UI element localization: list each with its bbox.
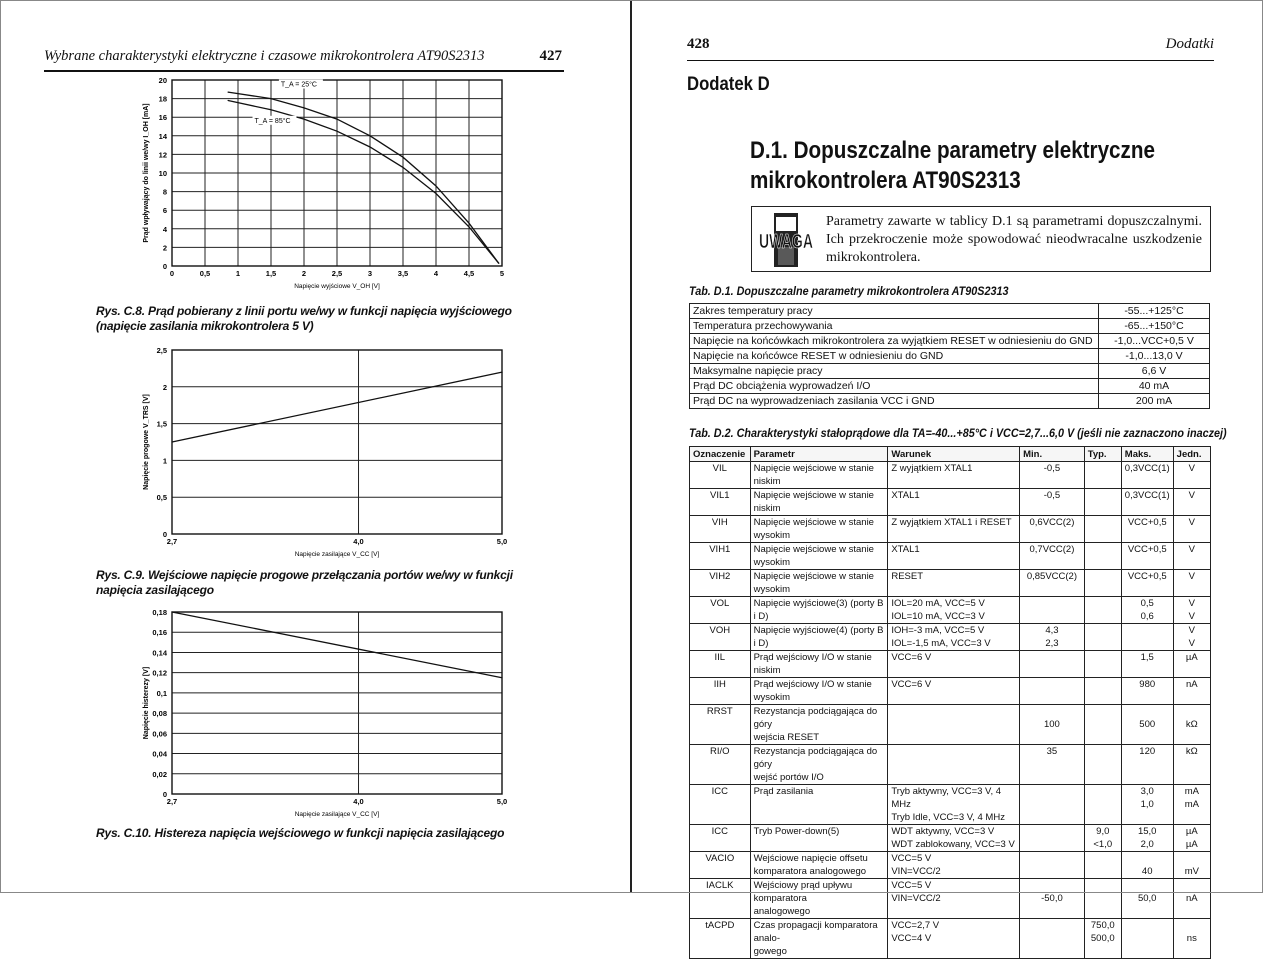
y-axis-label: Napięcie progowe V_TRS [V] (143, 394, 150, 490)
table2-cell-max: 40 (1121, 852, 1173, 879)
y-tick-label: 8 (162, 187, 167, 197)
table1-value: -1,0...VCC+0,5 V (1099, 334, 1210, 349)
plot-frame (172, 350, 502, 534)
table2-cell-unit: V (1173, 489, 1210, 516)
right-running-header (687, 32, 1214, 61)
table2-row (690, 597, 1211, 624)
table2-cell-max: VCC+0,5 (1121, 570, 1173, 597)
table2-cell-max: 500 (1121, 705, 1173, 745)
x-axis-label: Napięcie zasilające V_CC [V] (294, 551, 380, 558)
table2-row (690, 462, 1211, 489)
y-tick-label: 0,04 (152, 749, 167, 759)
table2-cell-cond: Z wyjątkiem XTAL1 i RESET (888, 516, 1020, 543)
series-line-0 (172, 612, 502, 678)
appendix-title: Dodatek D (687, 74, 770, 95)
table2-cell-max: 980 (1121, 678, 1173, 705)
table2-cell-min (1020, 678, 1085, 705)
y-axis-label: Prąd wpływający do linii we/wy I_OH [mA] (143, 103, 150, 243)
table2-cell-max: 120 (1121, 745, 1173, 785)
table2-cell-param: Prąd zasilania (750, 785, 888, 825)
table2-cell-cond (888, 745, 1020, 785)
y-tick-label: 2 (162, 382, 167, 392)
right-header-title: Dodatki (1165, 36, 1214, 52)
table2-cell-typ (1084, 462, 1121, 489)
table2-cell-max: 1,5 (1121, 651, 1173, 678)
y-tick-label: 18 (158, 94, 167, 104)
x-tick-label: 2,5 (331, 269, 343, 278)
x-tick-label: 2,7 (166, 797, 178, 806)
section-title (750, 136, 1155, 196)
section-title-line2: mikrokontrolera AT90S2313 (750, 167, 1021, 194)
table1-row (690, 304, 1210, 319)
table2-caption: Tab. D.2. Charakterystyki stałoprądowe dla TA=-40...+85°C i VCC=2,7...6,0 V (jeśli nie zaznaczono inaczej) (689, 426, 1227, 440)
data-point (228, 100, 229, 101)
table2-cell-unit: V (1173, 462, 1210, 489)
data-point (402, 167, 403, 168)
table2-cell-unit: V (1173, 543, 1210, 570)
table2-cell-min: 0,6VCC(2) (1020, 516, 1085, 543)
table2-cell-cond: XTAL1 (888, 543, 1020, 570)
table2-cell-param: Napięcie wejściowe w stanie niskim (750, 489, 888, 516)
table-d2 (689, 446, 1211, 959)
data-point (468, 226, 469, 227)
x-tick-label: 3,5 (397, 269, 409, 278)
figure-c8 (130, 72, 520, 300)
figure-c9 (130, 342, 520, 566)
table1-param: Prąd DC na wyprowadzeniach zasilania VCC i GND (690, 394, 1099, 409)
table2-cell-param: Prąd wejściowy I/O w stanie wysokim (750, 678, 888, 705)
table2-cell-sym: tACPD (690, 919, 751, 959)
left-page (0, 0, 630, 893)
table1-row (690, 349, 1210, 364)
table1-row (690, 334, 1210, 349)
data-point (468, 223, 469, 224)
x-tick-label: 5 (499, 269, 505, 278)
data-point (336, 118, 337, 119)
data-point (171, 611, 172, 612)
table2-row (690, 785, 1211, 825)
y-tick-label: 0,02 (152, 769, 167, 779)
table2-row (690, 879, 1211, 919)
y-tick-label: 0,12 (152, 668, 167, 678)
table2-cell-sym: ICC (690, 785, 751, 825)
table1-value: 6,6 V (1099, 364, 1210, 379)
y-tick-label: 0 (162, 530, 167, 539)
table2-cell-param: Napięcie wejściowe w stanie wysokim (750, 543, 888, 570)
table2-cell-sym: RRST (690, 705, 751, 745)
table2-cell-typ (1084, 597, 1121, 624)
y-tick-label: 0,18 (152, 608, 167, 617)
x-tick-label: 3 (367, 269, 373, 278)
table2-row (690, 516, 1211, 543)
table2-header-cell: Warunek (888, 447, 1020, 462)
table2-cell-min (1020, 651, 1085, 678)
table2-cell-unit: µA µA (1173, 825, 1210, 852)
table1-param: Napięcie na końcówkach mikrokontrolera za wyjątkiem RESET w odniesieniu do GND (690, 334, 1099, 349)
table2-cell-sym: VIH (690, 516, 751, 543)
table2-cell-param: Wejściowe napięcie offsetu komparatora analogowego (750, 852, 888, 879)
x-tick-label: 4 (433, 269, 439, 278)
table2-cell-min (1020, 919, 1085, 959)
table2-header-cell: Jedn. (1173, 447, 1210, 462)
data-point (303, 107, 304, 108)
table2-cell-unit: mA mA (1173, 785, 1210, 825)
table1-param: Temperatura przechowywania (690, 319, 1099, 334)
y-tick-label: 20 (158, 76, 167, 85)
table2-cell-sym: VACIO (690, 852, 751, 879)
table2-cell-sym: VIH2 (690, 570, 751, 597)
table2-cell-param: Tryb Power-down(5) (750, 825, 888, 852)
y-tick-label: 0 (162, 790, 167, 799)
table2-cell-typ (1084, 852, 1121, 879)
x-tick-label: 1,5 (265, 269, 277, 278)
data-point (369, 146, 370, 147)
table2-cell-typ (1084, 745, 1121, 785)
table1-value: -65...+150°C (1099, 319, 1210, 334)
y-tick-label: 0,08 (152, 709, 167, 719)
table2-cell-unit: V V (1173, 597, 1210, 624)
table2-cell-max: 0,3VCC(1) (1121, 489, 1173, 516)
x-tick-label: 2 (301, 269, 307, 278)
table2-cell-typ (1084, 624, 1121, 651)
table2-cell-sym: IIH (690, 678, 751, 705)
data-point (270, 109, 271, 110)
table2-cell-param: Rezystancja podciągająca do góry wejścia RESET (750, 705, 888, 745)
data-point (498, 263, 499, 264)
right-page-number: 428 (687, 36, 710, 52)
table2-cell-cond: IOH=-3 mA, VCC=5 V IOL=-1,5 mA, VCC=3 V (888, 624, 1020, 651)
table2-cell-min: 0,85VCC(2) (1020, 570, 1085, 597)
table2-cell-sym: VIL1 (690, 489, 751, 516)
table2-cell-unit: V (1173, 570, 1210, 597)
table2-cell-cond: RESET (888, 570, 1020, 597)
data-point (435, 185, 436, 186)
figure-c8-caption: Rys. C.8. Prąd pobierany z linii portu we/wy w funkcji napięcia wyjściowego (napięcie zasilania mikrokontrolera 5 V) (96, 304, 512, 333)
table2-cell-cond: IOL=20 mA, VCC=5 V IOL=10 mA, VCC=3 V (888, 597, 1020, 624)
table2-cell-max (1121, 624, 1173, 651)
right-page (632, 0, 1263, 957)
table1-row (690, 364, 1210, 379)
table1-caption: Tab. D.1. Dopuszczalne parametry mikrokontrolera AT90S2313 (689, 284, 1009, 298)
x-tick-label: 4,0 (353, 797, 364, 806)
left-running-header (44, 44, 564, 72)
table2-cell-cond (888, 705, 1020, 745)
figure-c9-caption: Rys. C.9. Wejściowe napięcie progowe przełączania portów we/wy w funkcji napięcia zasilającego (96, 568, 513, 597)
y-tick-label: 0,16 (152, 628, 167, 638)
chart-c10 (130, 604, 520, 824)
table2-row (690, 825, 1211, 852)
table2-cell-param: Napięcie wyjściowe(3) (porty B i D) (750, 597, 888, 624)
warning-text: Parametry zawarte w tablicy D.1 są parametrami dopuszczalnymi. Ich przekroczenie może spowodować nieodwracalne uszkodzenie mikrokontrolera. (826, 214, 1202, 265)
table2-cell-param: Napięcie wyjściowe(4) (porty B i D) (750, 624, 888, 651)
series-label: T_A = 85°C (254, 117, 291, 125)
table2-cell-max: 15,0 2,0 (1121, 825, 1173, 852)
table2-row (690, 651, 1211, 678)
table1-value: 200 mA (1099, 394, 1210, 409)
table2-cell-min: 4,3 2,3 (1020, 624, 1085, 651)
x-tick-label: 0,5 (199, 269, 211, 278)
table2-cell-min (1020, 825, 1085, 852)
x-tick-label: 5,0 (496, 537, 508, 546)
table2-cell-min: 100 (1020, 705, 1085, 745)
series-line-1 (228, 101, 499, 264)
table2-cell-param: Napięcie wejściowe w stanie wysokim (750, 516, 888, 543)
data-point (435, 193, 436, 194)
table2-row (690, 745, 1211, 785)
table2-cell-sym: ICC (690, 825, 751, 852)
table2-cell-param: Napięcie wejściowe w stanie wysokim (750, 570, 888, 597)
table2-cell-cond: VCC=6 V (888, 651, 1020, 678)
table2-header-cell: Typ. (1084, 447, 1121, 462)
table1-param: Zakres temperatury pracy (690, 304, 1099, 319)
table2-header-row (690, 447, 1211, 462)
table2-cell-param: Napięcie wejściowe w stanie niskim (750, 462, 888, 489)
table2-cell-param: Czas propagacji komparatora analo- gowego (750, 919, 888, 959)
table2-cell-unit: V V (1173, 624, 1210, 651)
table1-param: Prąd DC obciążenia wyprowadzeń I/O (690, 379, 1099, 394)
table2-cell-cond: VCC=5 V VIN=VCC/2 (888, 879, 1020, 919)
table2-cell-max (1121, 919, 1173, 959)
y-tick-label: 0,5 (156, 493, 167, 503)
table1-param: Napięcie na końcówce RESET w odniesieniu do GND (690, 349, 1099, 364)
y-tick-label: 12 (158, 150, 167, 160)
y-tick-label: 1,5 (156, 419, 167, 429)
warning-logo-text: UWAGA (759, 231, 813, 253)
table2-cell-min: 0,7VCC(2) (1020, 543, 1085, 570)
y-tick-label: 0,14 (152, 648, 167, 658)
data-point (501, 677, 502, 678)
chart-c8 (130, 72, 520, 300)
table-d1 (689, 303, 1210, 409)
x-tick-label: 0 (169, 269, 175, 278)
y-tick-label: 1 (162, 456, 167, 466)
table1-value: -55...+125°C (1099, 304, 1210, 319)
data-point (501, 371, 502, 372)
table2-cell-param: Rezystancja podciągająca do góry wejść portów I/O (750, 745, 888, 785)
y-tick-label: 2 (162, 243, 167, 253)
x-tick-label: 1 (235, 269, 241, 278)
table2-cell-typ (1084, 489, 1121, 516)
warning-logo-icon (758, 213, 814, 267)
table2-cell-unit: V (1173, 516, 1210, 543)
table2-cell-min: -0,5 (1020, 489, 1085, 516)
series-label: T_A = 25°C (280, 81, 317, 89)
y-tick-label: 0 (162, 262, 167, 271)
table2-row (690, 678, 1211, 705)
table1-value: -1,0...13,0 V (1099, 349, 1210, 364)
table1-row (690, 319, 1210, 334)
table2-cell-max: VCC+0,5 (1121, 516, 1173, 543)
plot-frame (172, 612, 502, 794)
x-tick-label: 5,0 (496, 797, 508, 806)
y-tick-label: 10 (158, 169, 167, 178)
table2-cell-max: 0,3VCC(1) (1121, 462, 1173, 489)
table2-cell-max: 3,0 1,0 (1121, 785, 1173, 825)
data-point (270, 98, 271, 99)
table2-cell-cond: VCC=2,7 V VCC=4 V (888, 919, 1020, 959)
x-tick-label: 4,5 (463, 269, 475, 278)
table2-cell-sym: IIL (690, 651, 751, 678)
table2-cell-unit: nA (1173, 879, 1210, 919)
table2-cell-cond: WDT aktywny, VCC=3 V WDT zablokowany, VCC=3 V (888, 825, 1020, 852)
table2-cell-typ (1084, 570, 1121, 597)
table1-row (690, 394, 1210, 409)
table2-cell-min (1020, 852, 1085, 879)
table2-cell-max: VCC+0,5 (1121, 543, 1173, 570)
table2-row (690, 489, 1211, 516)
table2-cell-typ (1084, 879, 1121, 919)
table2-cell-unit: kΩ (1173, 745, 1210, 785)
table2-cell-param: Wejściowy prąd upływu komparatora analogowego (750, 879, 888, 919)
table2-cell-typ (1084, 516, 1121, 543)
section-title-line1: D.1. Dopuszczalne parametry elektryczne (750, 137, 1155, 164)
table1-value: 40 mA (1099, 379, 1210, 394)
table2-cell-min: -0,5 (1020, 462, 1085, 489)
data-point (369, 135, 370, 136)
x-tick-label: 4,0 (353, 537, 364, 546)
table2-cell-unit: kΩ (1173, 705, 1210, 745)
table2-cell-typ (1084, 705, 1121, 745)
data-point (402, 157, 403, 158)
y-tick-label: 6 (162, 206, 167, 216)
figure-c10 (130, 604, 520, 824)
y-tick-label: 0,1 (156, 688, 167, 698)
table2-cell-cond: VCC=5 V VIN=VCC/2 (888, 852, 1020, 879)
table2-cell-cond: XTAL1 (888, 489, 1020, 516)
left-page-number: 427 (539, 48, 562, 64)
left-header-title: Wybrane charakterystyki elektryczne i czasowe mikrokontrolera AT90S2313 (44, 48, 485, 64)
table2-cell-typ (1084, 678, 1121, 705)
table2-row (690, 624, 1211, 651)
x-axis-label: Napięcie wyjściowe V_OH [V] (294, 283, 380, 290)
table2-cell-sym: VOH (690, 624, 751, 651)
x-axis-label: Napięcie zasilające V_CC [V] (294, 811, 380, 818)
table2-cell-typ (1084, 651, 1121, 678)
table2-cell-sym: IACLK (690, 879, 751, 919)
table2-cell-sym: RI/O (690, 745, 751, 785)
y-tick-label: 14 (158, 131, 167, 141)
table2-cell-unit: ns (1173, 919, 1210, 959)
y-axis-label: Napięcie histerezy [V] (143, 666, 150, 740)
table2-cell-min (1020, 785, 1085, 825)
figure-c10-caption: Rys. C.10. Histereza napięcia wejściowego w funkcji napięcia zasilającego (96, 826, 505, 840)
table2-row (690, 919, 1211, 959)
series-line-0 (172, 372, 502, 442)
table2-cell-min: -50,0 (1020, 879, 1085, 919)
table2-header-cell: Oznaczenie (690, 447, 751, 462)
table2-row (690, 543, 1211, 570)
table2-cell-typ: 750,0 500,0 (1084, 919, 1121, 959)
table1-param: Maksymalne napięcie pracy (690, 364, 1099, 379)
y-tick-label: 0,06 (152, 729, 167, 739)
y-tick-label: 16 (158, 113, 167, 123)
table2-cell-cond: Tryb aktywny, VCC=3 V, 4 MHz Tryb Idle, VCC=3 V, 4 MHz (888, 785, 1020, 825)
table2-cell-typ (1084, 543, 1121, 570)
table2-cell-unit: µA (1173, 651, 1210, 678)
table2-header-cell: Min. (1020, 447, 1085, 462)
table2-header-cell: Parametr (750, 447, 888, 462)
x-tick-label: 2,7 (166, 537, 178, 546)
table2-cell-cond: VCC=6 V (888, 678, 1020, 705)
table2-cell-max: 50,0 (1121, 879, 1173, 919)
warning-box (751, 206, 1211, 272)
table2-cell-unit: nA (1173, 678, 1210, 705)
table2-cell-param: Prąd wejściowy I/O w stanie niskim (750, 651, 888, 678)
table2-cell-cond: Z wyjątkiem XTAL1 (888, 462, 1020, 489)
table2-cell-sym: VIH1 (690, 543, 751, 570)
y-tick-label: 4 (162, 224, 167, 234)
table2-cell-sym: VOL (690, 597, 751, 624)
data-point (171, 441, 172, 442)
table2-row (690, 852, 1211, 879)
y-tick-label: 2,5 (156, 346, 167, 355)
table2-row (690, 705, 1211, 745)
data-point (336, 131, 337, 132)
table2-row (690, 570, 1211, 597)
chart-c9 (130, 342, 520, 566)
table2-cell-max: 0,5 0,6 (1121, 597, 1173, 624)
table2-cell-min (1020, 597, 1085, 624)
data-point (303, 118, 304, 119)
table2-header-cell: Maks. (1121, 447, 1173, 462)
table2-cell-unit: mV (1173, 852, 1210, 879)
table2-cell-typ: 9,0 <1,0 (1084, 825, 1121, 852)
table2-cell-sym: VIL (690, 462, 751, 489)
table1-row (690, 379, 1210, 394)
data-point (228, 91, 229, 92)
table2-cell-min: 35 (1020, 745, 1085, 785)
table2-cell-typ (1084, 785, 1121, 825)
